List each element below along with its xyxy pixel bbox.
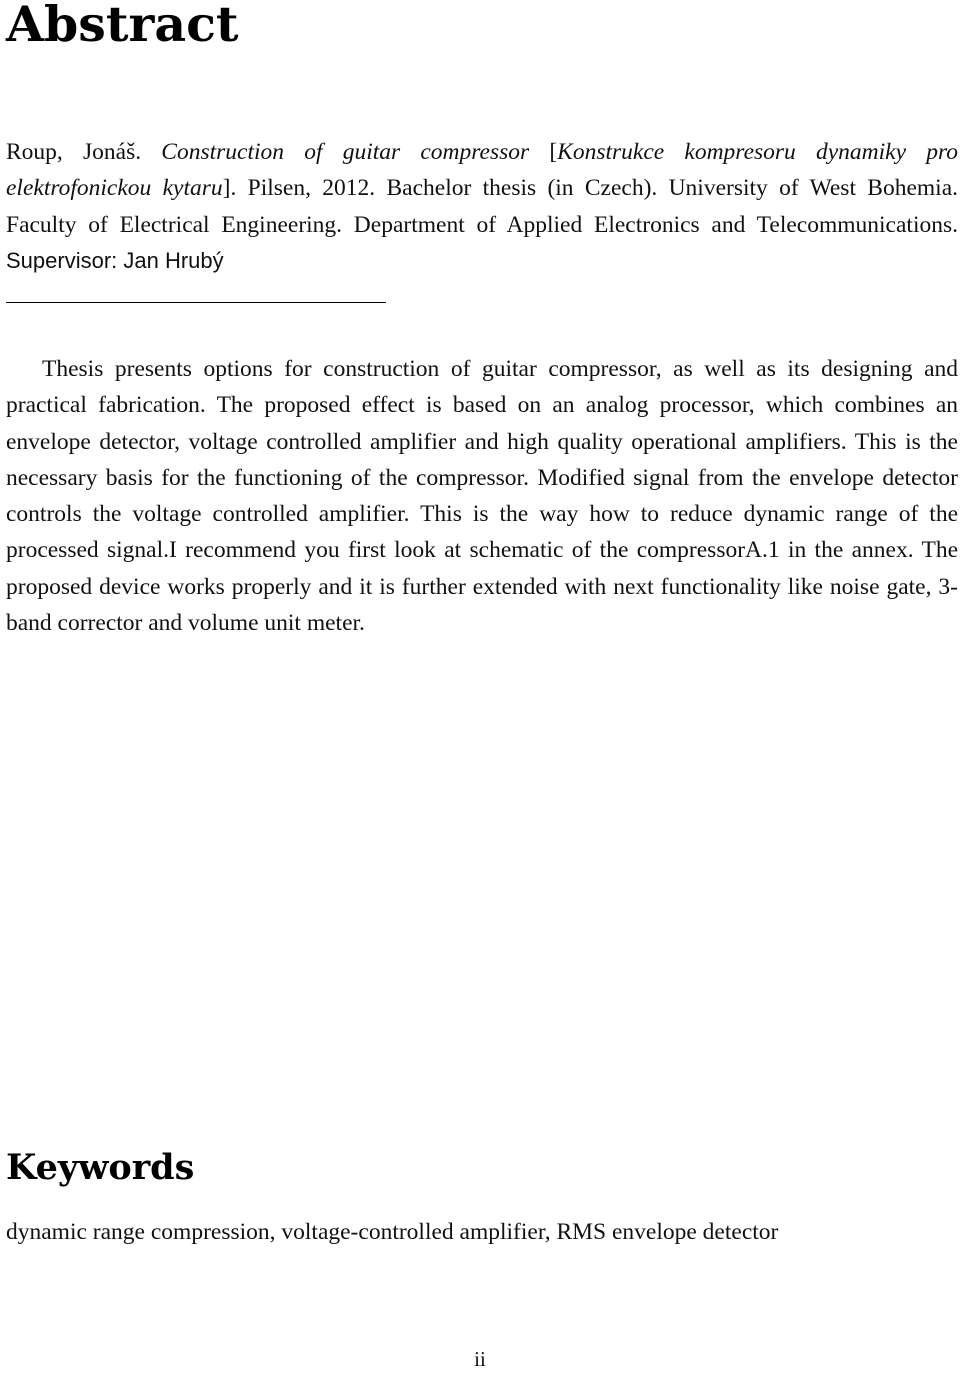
citation: Roup, Jonáš. Construction of guitar compressor [Konstrukce kompresoru dynamiky pro elektrofonickou kytaru]. Pilsen, 2012. Bachelor thesis (in Czech). University of West Bohemia. Faculty of Electrical Engineering. Department of Applied Electronics and Telecommunications. Supervisor: Jan Hrubý xyxy=(6,139,959,273)
citation-supervisor: Supervisor: Jan Hrubý xyxy=(6,247,224,273)
separator-rule xyxy=(6,302,386,303)
citation-details: Pilsen, 2012. Bachelor thesis (in Czech). University of West Bohemia. Faculty of Electrical Engineering. Department of Applied Electronics and Telecommunications. xyxy=(6,175,958,238)
keywords-heading: Keywords xyxy=(6,1147,195,1188)
citation-title-cz: Konstrukce kompresoru dynamiky pro elektrofonickou kytaru xyxy=(6,139,959,202)
citation-author: Roup, Jonáš. xyxy=(6,139,142,165)
abstract-heading: Abstract xyxy=(6,0,239,53)
page-number: ii xyxy=(474,1347,486,1371)
citation-title-en: Construction of guitar compressor xyxy=(161,139,530,165)
abstract-text: Thesis presents options for construction of guitar compressor, as well as its designing and practical fabrication. The proposed effect is based on an analog processor, which combines an envelope detector, voltage controlled amplifier and high quality operational amplifiers. This is the necessary basis for the functioning of the compressor. Modified signal from the envelope detector controls the voltage controlled amplifier. This is the way how to reduce dynamic range of the processed signal.I recommend you first look at schematic of the compressorA.1 in the annex. The proposed device works properly and it is further extended with next functionality like noise gate, 3-band corrector and volume unit meter. xyxy=(6,356,958,637)
keywords-text: dynamic range compression, voltage-controlled amplifier, RMS envelope detector xyxy=(6,1219,779,1245)
